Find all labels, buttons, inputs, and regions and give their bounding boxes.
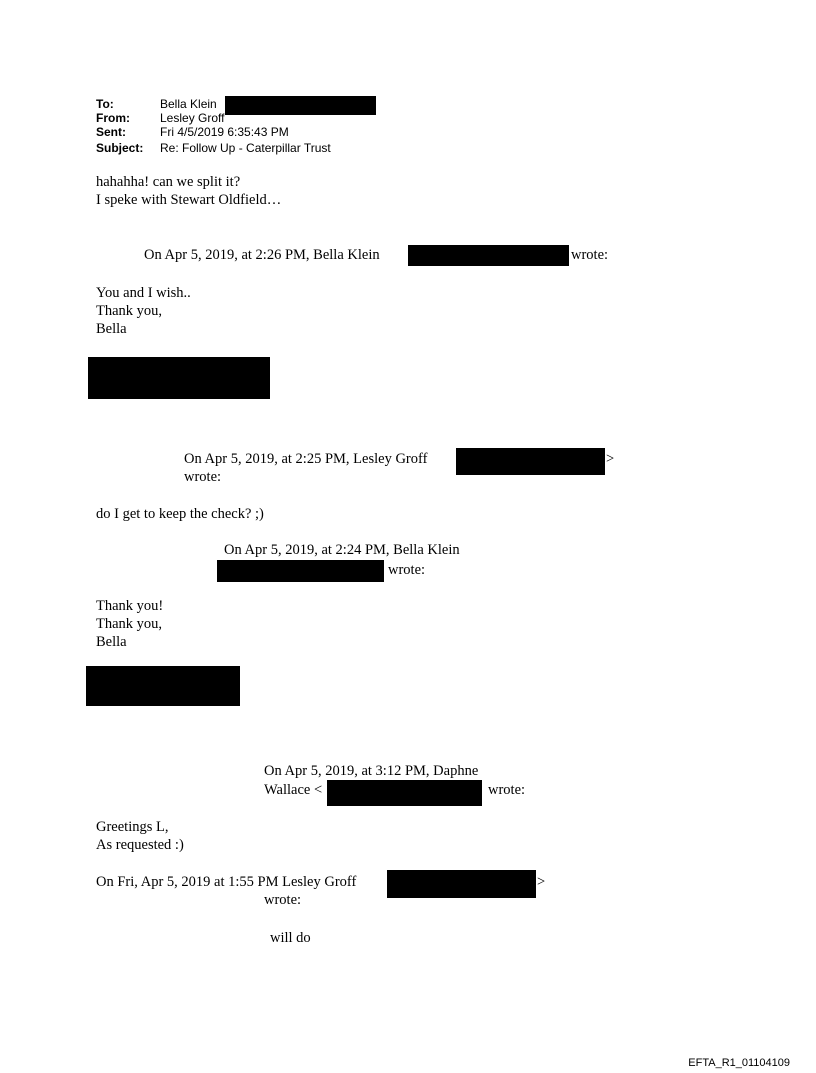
quote-intro-wrote: wrote: [571,247,609,263]
quote-intro: On Apr 5, 2019, at 2:25 PM, Lesley Groff [184,451,428,467]
redaction-block [225,96,376,115]
quote-line: Bella [96,321,127,337]
quote-line: do I get to keep the check? ;) [96,506,264,522]
to-value: Bella Klein [160,97,217,111]
quote-line: You and I wish.. [96,285,191,301]
quote-intro: On Apr 5, 2019, at 2:24 PM, Bella Klein [224,542,460,558]
reply-line: I speke with Stewart Oldfield… [96,192,282,208]
quote-line: Thank you, [96,616,163,632]
sent-value: Fri 4/5/2019 6:35:43 PM [160,125,289,139]
quote-intro-wrote: wrote: [388,562,426,578]
redaction-block [217,560,384,582]
document-id: EFTA_R1_01104109 [688,1057,790,1069]
quote-line: Thank you, [96,303,163,319]
from-label: From: [96,111,130,125]
quote-line: Greetings L, [96,819,169,835]
quote-line: As requested :) [96,837,184,853]
redaction-block [327,780,482,806]
quote-intro: On Apr 5, 2019, at 2:26 PM, Bella Klein [144,247,380,263]
from-value: Lesley Groff [160,111,225,125]
quote-line: Thank you! [96,598,164,614]
subject-label: Subject: [96,141,144,155]
redaction-block [456,448,605,475]
redaction-block [387,870,536,898]
quote-intro-wrote: wrote: [488,782,526,798]
redaction-block [86,666,240,706]
redaction-block [88,357,270,399]
reply-line: hahahha! can we split it? [96,174,241,190]
sent-label: Sent: [96,125,126,139]
quote-intro: Wallace < [264,782,323,798]
quote-line: Bella [96,634,127,650]
subject-value: Re: Follow Up - Caterpillar Trust [160,141,331,155]
quote-intro-wrote: wrote: [264,892,302,908]
quote-intro: On Fri, Apr 5, 2019 at 1:55 PM Lesley Groff [96,874,357,890]
quote-intro: On Apr 5, 2019, at 3:12 PM, Daphne [264,763,479,779]
quote-intro-gt: > [537,874,546,890]
redaction-block [408,245,569,266]
quote-intro-gt: > [606,451,615,467]
to-label: To: [96,97,114,111]
quote-intro-wrote: wrote: [184,469,222,485]
quote-line: will do [270,930,311,946]
